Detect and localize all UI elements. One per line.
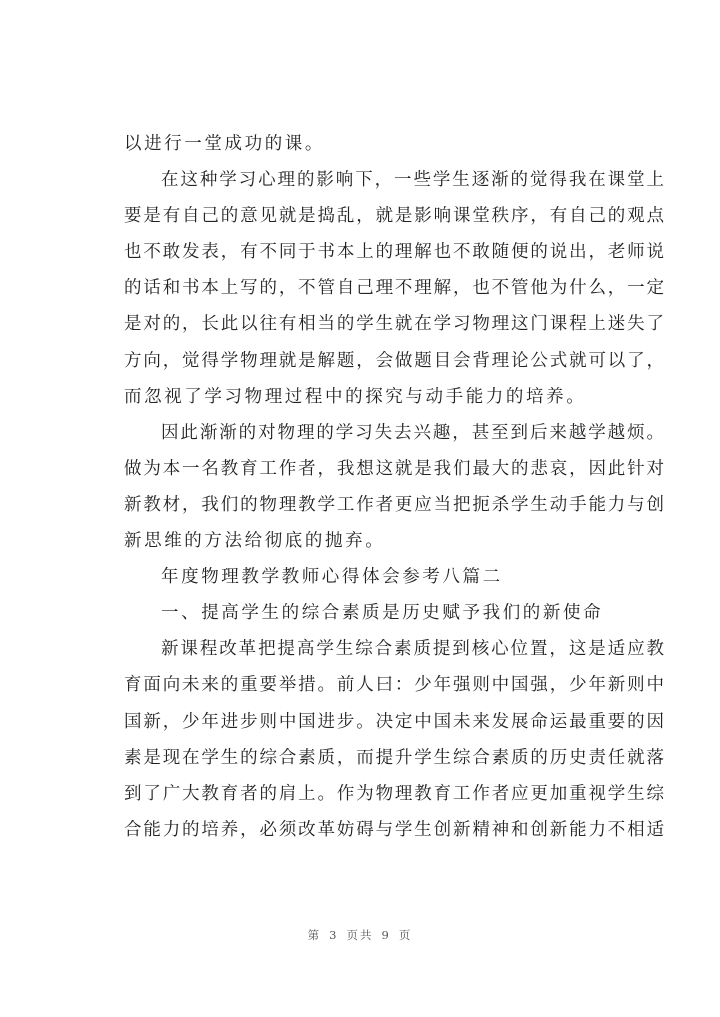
text-line: 合能力的培养，必须改革妨碍与学生创新精神和创新能力不相适 (124, 819, 664, 840)
section-subheading: 一、提高学生的综合素质是历史赋予我们的新使命 (161, 603, 604, 624)
text-line: 国新，少年进步则中国进步。决定中国未来发展命运最重要的因 (124, 711, 664, 732)
footer-label-page: 第 (307, 928, 322, 942)
text-line: 因此渐渐的对物理的学习失去兴趣，甚至到后来越学越烦。 (161, 422, 664, 443)
text-line: 也不敢发表，有不同于书本上的理解也不敢随便的说出，老师说 (124, 242, 664, 263)
footer-label-end: 页 (398, 928, 413, 942)
current-page-number: 3 (329, 928, 339, 942)
footer-label-of: 页共 (346, 928, 374, 942)
text-line: 素是现在学生的综合素质，而提升学生综合素质的历史责任就落 (124, 747, 664, 768)
text-line: 新教材，我们的物理教学工作者更应当把扼杀学生动手能力与创 (124, 494, 664, 515)
total-pages-number: 9 (381, 928, 391, 942)
text-line: 方向，觉得学物理就是解题，会做题目会背理论公式就可以了， (124, 350, 664, 371)
text-line: 的话和书本上写的，不管自己理不理解，也不管他为什么，一定 (124, 278, 664, 299)
text-line: 是对的，长此以往有相当的学生就在学习物理这门课程上迷失了 (124, 314, 664, 335)
text-line: 做为本一名教育工作者，我想这就是我们最大的悲哀，因此针对 (124, 458, 664, 479)
text-line: 新课程改革把提高学生综合素质提到核心位置，这是适应教 (161, 639, 664, 660)
text-line: 新思维的方法给彻底的抛弃。 (124, 531, 386, 552)
text-line: 以进行一堂成功的课。 (124, 134, 325, 154)
section-heading: 年度物理教学教师心得体会参考八篇二 (161, 567, 503, 588)
text-line: 在这种学习心理的影响下，一些学生逐渐的觉得我在课堂上 (161, 170, 664, 191)
page-footer (0, 927, 720, 943)
text-line: 要是有自己的意见就是捣乱，就是影响课堂秩序，有自己的观点 (124, 206, 664, 227)
text-line: 而忽视了学习物理过程中的探究与动手能力的培养。 (124, 386, 587, 407)
body-text (124, 126, 664, 848)
text-line: 育面向未来的重要举措。前人曰：少年强则中国强，少年新则中 (124, 675, 664, 696)
text-line: 到了广大教育者的肩上。作为物理教育工作者应更加重视学生综 (124, 783, 664, 804)
